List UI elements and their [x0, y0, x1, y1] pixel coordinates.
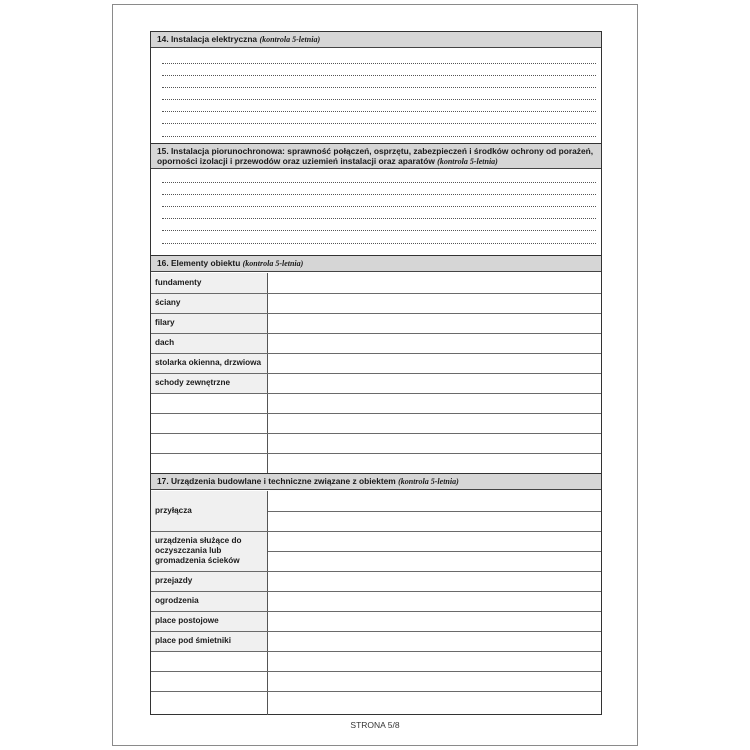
- table-row-line: [151, 393, 601, 394]
- row-label-urzadzenia-sciekow: urządzenia służące do oczyszczania lub gromadzenia ścieków: [155, 536, 242, 565]
- row-label-place-smietniki: place pod śmietniki: [155, 636, 231, 645]
- inspection-form: [150, 31, 602, 715]
- row-label-przejazdy: przejazdy: [155, 576, 193, 585]
- section-15-title: 15. Instalacja piorunochronowa: sprawność połączeń, osprzętu, zabezpieczeń i środków ochrony od porażeń, oporności izolacji i przewodów oraz uziemień instalacji oraz aparatów: [157, 145, 594, 166]
- table-row-line: [151, 531, 601, 532]
- table-row-line: [151, 333, 601, 334]
- row-label-przylacza: przyłącza: [155, 506, 192, 515]
- section-15-note: (kontrola 5-letnia): [437, 156, 498, 166]
- dotted-entry-line[interactable]: [162, 123, 596, 124]
- table-row-line: [268, 551, 601, 552]
- dotted-entry-line[interactable]: [162, 63, 596, 64]
- table-row-line: [151, 671, 601, 672]
- row-label-filary: filary: [155, 318, 175, 327]
- row-label-ogrodzenia: ogrodzenia: [155, 596, 199, 605]
- section-15-header: [151, 144, 601, 169]
- row-label-stolarka: stolarka okienna, drzwiowa: [155, 358, 262, 367]
- table-row-line: [151, 591, 601, 592]
- table-row-line: [268, 511, 601, 512]
- dotted-entry-line[interactable]: [162, 136, 596, 137]
- table-row-line: [151, 631, 601, 632]
- dotted-entry-line[interactable]: [162, 243, 596, 244]
- dotted-entry-line[interactable]: [162, 99, 596, 100]
- dotted-entry-line[interactable]: [162, 75, 596, 76]
- table-row-line: [151, 353, 601, 354]
- dotted-entry-line[interactable]: [162, 182, 596, 183]
- table-row-line: [151, 313, 601, 314]
- section-17-note: (kontrola 5-letnia): [398, 477, 459, 486]
- section-14-note: (kontrola 5-letnia): [259, 35, 321, 44]
- section-16-title: 16. Elementy obiektu: [157, 258, 241, 268]
- row-label-sciany: ściany: [155, 298, 181, 307]
- dotted-entry-line[interactable]: [162, 230, 596, 231]
- table-row-line: [151, 691, 601, 692]
- row-label-dach: dach: [155, 338, 175, 347]
- section-16-header: [151, 256, 601, 272]
- table-row-line: [151, 433, 601, 434]
- section-14-header: [151, 32, 601, 48]
- table-row-line: [151, 373, 601, 374]
- section-17-header: [151, 474, 601, 490]
- table-row-line: [151, 611, 601, 612]
- page-number: STRONA 5/8: [350, 720, 400, 730]
- table-row-line: [151, 651, 601, 652]
- dotted-entry-line[interactable]: [162, 87, 596, 88]
- dotted-entry-line[interactable]: [162, 111, 596, 112]
- section-16-note: (kontrola 5-letnia): [242, 259, 304, 268]
- table-row-line: [151, 293, 601, 294]
- section-14-title: 14. Instalacja elektryczna: [157, 34, 258, 44]
- row-label-schody: schody zewnętrzne: [155, 378, 231, 387]
- row-label-place-postojowe: place postojowe: [155, 616, 219, 625]
- row-label-fundamenty: fundamenty: [155, 278, 202, 287]
- table-row-line: [151, 413, 601, 414]
- section-17-title: 17. Urządzenia budowlane i techniczne związane z obiektem: [157, 476, 396, 486]
- table-row-line: [151, 571, 601, 572]
- dotted-entry-line[interactable]: [162, 194, 596, 195]
- table-row-line: [151, 453, 601, 454]
- dotted-entry-line[interactable]: [162, 206, 596, 207]
- dotted-entry-line[interactable]: [162, 218, 596, 219]
